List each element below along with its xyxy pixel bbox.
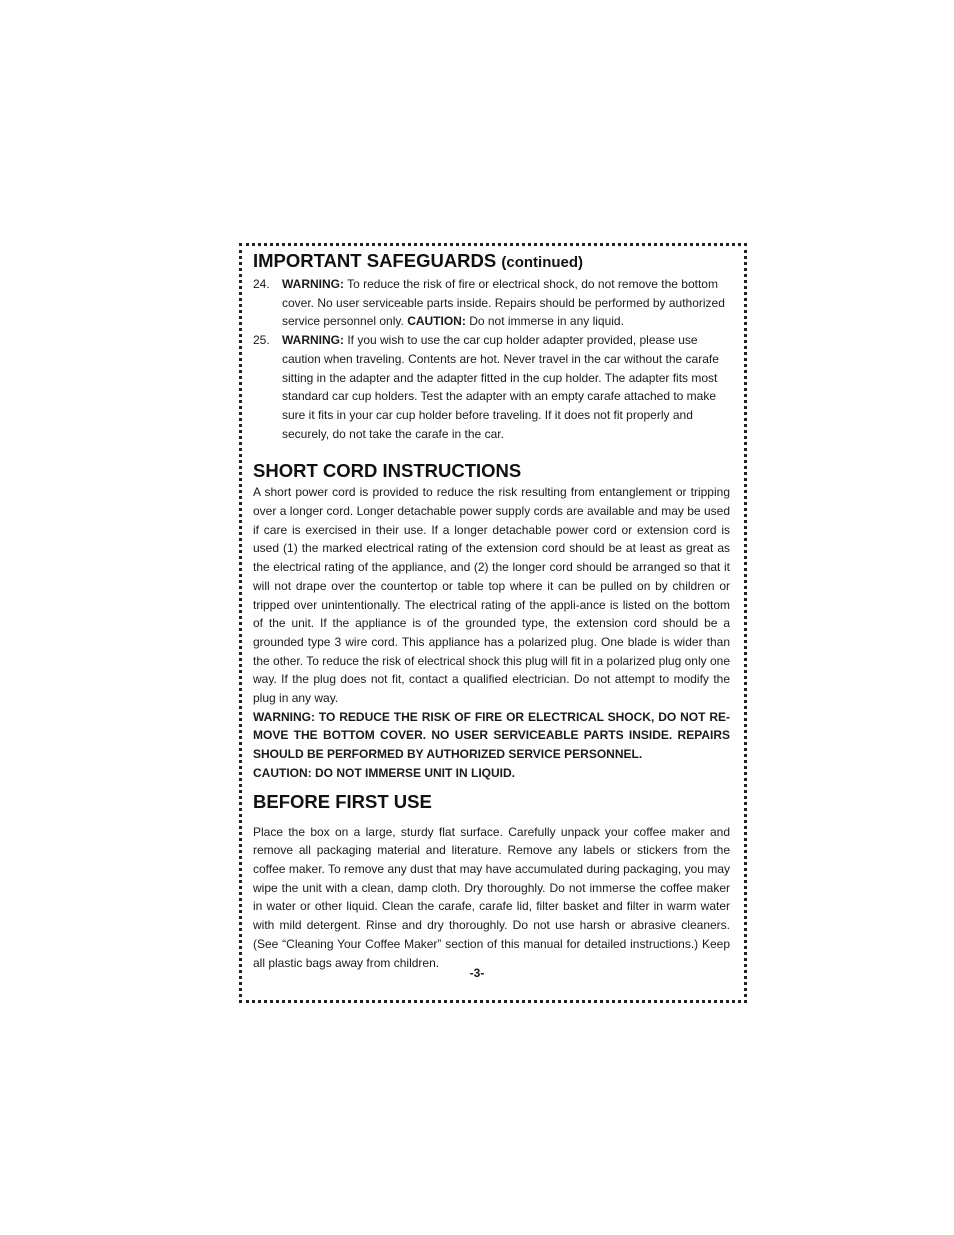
caution-label: CAUTION: (407, 314, 466, 329)
page-number: -3- (469, 966, 485, 980)
short-cord-caution: CAUTION: DO NOT IMMERSE UNIT IN LIQUID. (253, 765, 515, 780)
page-content (253, 250, 730, 972)
safeguards-heading (253, 250, 730, 274)
safeguards-title: IMPORTANT SAFEGUARDS (253, 250, 497, 271)
short-cord-heading: SHORT CORD INSTRUCTIONS (253, 460, 522, 482)
list-item (253, 331, 730, 443)
safeguards-subtitle: (continued) (501, 254, 584, 271)
warning-label: WARNING: (282, 277, 344, 291)
item-text: If you wish to use the car cup holder adapter provided, please use caution when traveling. Contents are hot. Never travel in the car without the carafe sitting in the adapter and the adapter fitted in the cup holder. The adapter fits most standard car cup holders. Test the adapter with an empty carafe attached to make sure it fits in your car cup holder before traveling. If it does not fit properly and securely, do not take the carafe in the car. (282, 333, 719, 441)
safeguards-list (253, 275, 730, 443)
warning-label: WARNING: (282, 333, 344, 348)
item-number: 25. (253, 333, 270, 348)
list-item (253, 275, 730, 331)
before-first-use-heading: BEFORE FIRST USE (253, 790, 432, 812)
short-cord-body: A short power cord is provided to reduce the risk resulting from entanglement or tripping over a longer cord. Longer detachable power supply cords are available and may be used if care is exercised in their use. If a longer detachable power cord or extension cord is used (1) the marked electrical rating of the extension cord should be at least as great as the electrical rating of the appliance, and (2) the longer cord should be arranged so that it will not drape over the countertop or table top where it can be pulled on by children or tripped over unintentionally. The electrical rating of the appli-ance is listed on the bottom of the unit. If the appliance is of the grounded type, the extension cord should be a grounded type 3 wire cord. This appliance has a polarized plug. One blade is wider than the other. To reduce the risk of electrical shock this plug will fit in a polarized plug only one way. If the plug does not fit, contact a qualified electrician. Do not attempt to modify the plug in any way. (253, 485, 730, 706)
item-number: 24. (253, 277, 270, 291)
before-first-use-body: Place the box on a large, sturdy flat surface. Carefully unpack your coffee maker and remove all packaging material and literature. Remove any labels or stickers from the coffee maker. To remove any dust that may have accumulated during packaging, you may wipe the unit with a clean, damp cloth. Dry thoroughly. Do not immerse the coffee maker in water or other liquid. Clean the carafe, carafe lid, filter basket and filter in warm water with mild detergent. Rinse and dry thoroughly. Do not use harsh or abrasive cleaners. (See “Cleaning Your Coffee Maker” section of this manual for detailed instructions.) Keep all plastic bags away from children. (253, 824, 730, 970)
item-text: To reduce the risk of fire or electrical shock, do not remove the bottom cover. No user serviceable parts inside. Repairs should be performed by authorized service personnel only. (282, 277, 725, 329)
short-cord-warning: WARNING: TO REDUCE THE RISK OF FIRE OR ELECTRICAL SHOCK, DO NOT RE-MOVE THE BOTTOM COVER. NO USER SERVICEABLE PARTS INSIDE. REPAIRS SHOULD BE PERFORMED BY AUTHORIZED SERVICE PERSONNEL. (253, 709, 730, 762)
item-text: Do not immerse in any liquid. (465, 314, 624, 329)
